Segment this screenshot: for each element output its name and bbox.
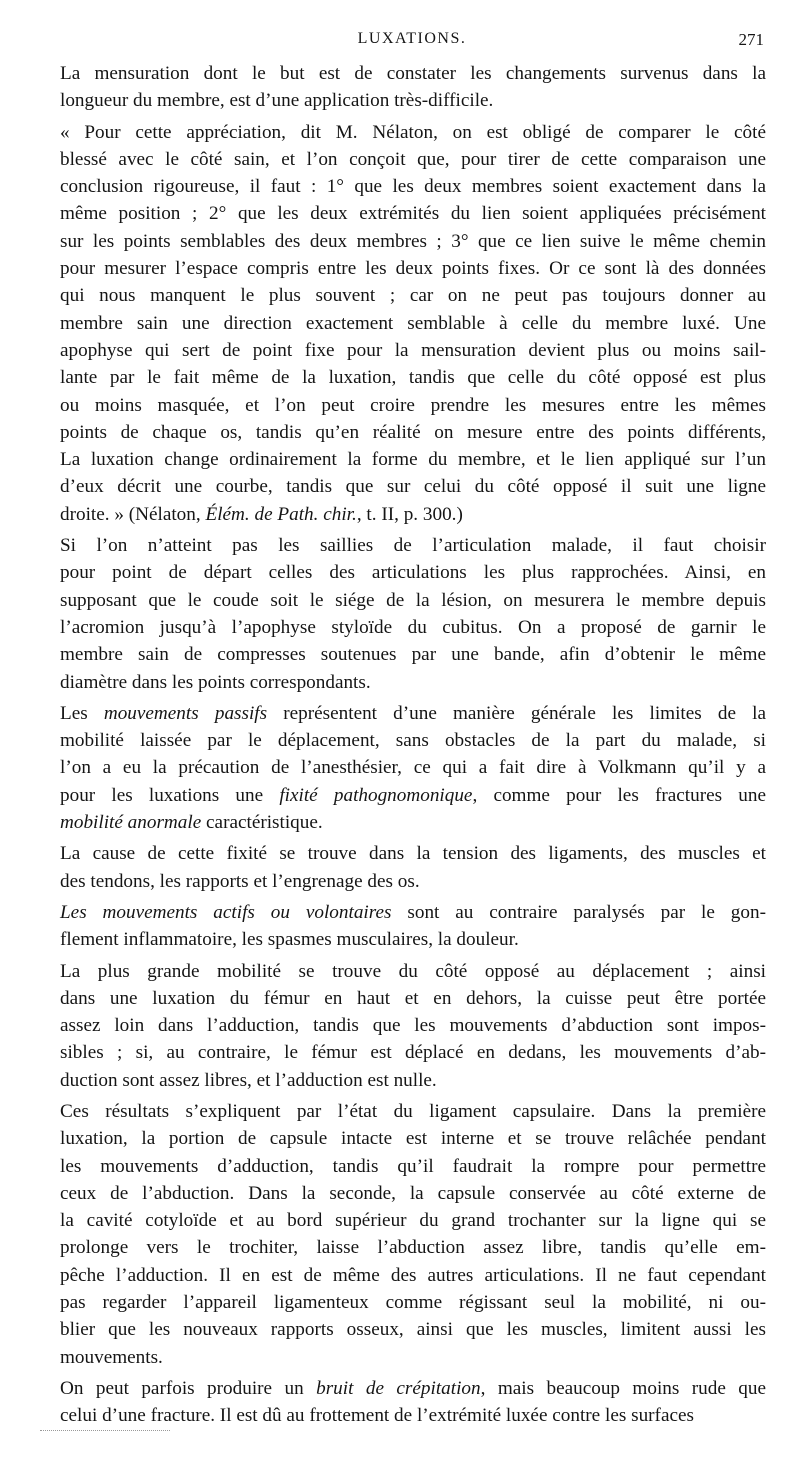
- footer-dotted-rule: [40, 1430, 170, 1433]
- text-line: « Pour cette appréciation, dit M. Nélaton, on est obligé de comparer le côté: [60, 121, 766, 143]
- paragraph: [60, 899, 766, 954]
- text-line: On peut parfois produire un bruit de crépitation, mais beaucoup moins rude que: [60, 1377, 766, 1399]
- text-line: Les mouvements passifs représentent d’une manière générale les limites de la: [60, 702, 766, 724]
- text-line: la cavité cotyloïde et au bord supérieur du grand trochanter sur la ligne qui se: [60, 1210, 766, 1232]
- paragraph: [60, 958, 766, 1094]
- text-line: supposant que le coude soit le siége de la lésion, on mesurera le membre depuis: [60, 589, 766, 611]
- text-line: même position ; 2° que les deux extrémités du lien soient appliquées précisément: [60, 203, 766, 225]
- text-line: qui nous manquent le plus souvent ; car on ne peut pas toujours donner au: [60, 285, 766, 307]
- running-header: [60, 30, 764, 54]
- text-line: longueur du membre, est d’une application très-difficile.: [60, 90, 494, 112]
- text-line: Ces résultats s’expliquent par l’état du ligament capsulaire. Dans la première: [60, 1100, 766, 1122]
- text-line: pour les luxations une fixité pathognomonique, comme pour les fractures une: [60, 784, 766, 806]
- text-line: La plus grande mobilité se trouve du côté opposé au déplacement ; ainsi: [60, 960, 766, 982]
- text-line: l’acromion jusqu’à l’apophyse styloïde du cubitus. On a proposé de garnir le: [60, 616, 766, 638]
- text-line: apophyse qui sert de point fixe pour la mensuration devient plus ou moins sail-: [60, 339, 766, 361]
- paragraph: [60, 60, 766, 115]
- text-line: mouvements.: [60, 1346, 163, 1368]
- text-line: ceux de l’abduction. Dans la seconde, la capsule conservée au côté externe de: [60, 1182, 766, 1204]
- text-line: des tendons, les rapports et l’engrenage des os.: [60, 870, 420, 892]
- text-line: luxation, la portion de capsule intacte est interne et se trouve relâchée pendant: [60, 1128, 766, 1150]
- paragraph: [60, 532, 766, 696]
- text-line: celui d’une fracture. Il est dû au frottement de l’extrémité luxée contre les surfaces: [60, 1405, 694, 1427]
- text-line: La cause de cette fixité se trouve dans la tension des ligaments, des muscles et: [60, 843, 766, 865]
- paragraph: [60, 840, 766, 895]
- text-line: sur les points semblables des deux membres ; 3° que ce lien suive le même chemin: [60, 230, 766, 252]
- text-line: Si l’on n’atteint pas les saillies de l’articulation malade, il faut choisir: [60, 535, 766, 557]
- text-line: d’eux décrit une courbe, tandis que sur celui du côté opposé il suit une ligne: [60, 476, 766, 498]
- text-line: pas regarder l’appareil ligamenteux comme régissant seul la mobilité, ni ou-: [60, 1292, 766, 1314]
- running-title: LUXATIONS.: [357, 30, 467, 47]
- text-line: La luxation change ordinairement la forme du membre, et le lien appliqué sur l’un: [60, 449, 766, 471]
- text-line: flement inflammatoire, les spasmes musculaires, la douleur.: [60, 929, 519, 951]
- text-line: dans une luxation du fémur en haut et en dehors, la cuisse peut être portée: [60, 987, 766, 1009]
- text-line: conclusion rigoureuse, il faut : 1° que les deux membres soient exactement dans la: [60, 176, 766, 198]
- text-line: membre sain de compresses soutenues par une bande, afin d’obtenir le même: [60, 644, 766, 666]
- text-line: blier que les nouveaux rapports osseux, ainsi que les muscles, limitent aussi les: [60, 1319, 766, 1341]
- text-line: ou moins masquée, et l’on peut croire prendre les mesures entre les mêmes: [60, 394, 766, 416]
- text-line: l’on a eu la précaution de l’anesthésier, ce qui a fait dire à Volkmann qu’il y a: [60, 757, 766, 779]
- text-line: assez loin dans l’adduction, tandis que les mouvements d’abduction sont impos-: [60, 1015, 766, 1037]
- text-line: Les mouvements actifs ou volontaires sont au contraire paralysés par le gon-: [60, 901, 766, 923]
- paragraph: [60, 119, 766, 528]
- text-line: mobilité anormale caractéristique.: [60, 812, 323, 834]
- text-line: duction sont assez libres, et l’adduction est nulle.: [60, 1069, 437, 1091]
- text-line: lante par le fait même de la luxation, tandis que celle du côté opposé est plus: [60, 367, 766, 389]
- body-text: [60, 60, 766, 1430]
- text-line: diamètre dans les points correspondants.: [60, 671, 371, 693]
- text-line: sibles ; si, au contraire, le fémur est déplacé en dedans, les mouvements d’ab-: [60, 1042, 766, 1064]
- page-number: 271: [738, 30, 764, 49]
- text-line: blessé avec le côté sain, et l’on conçoit que, pour tirer de cette comparaison une: [60, 148, 766, 170]
- text-line: pour point de départ celles des articulations les plus rapprochées. Ainsi, en: [60, 562, 766, 584]
- paragraph: [60, 1098, 766, 1371]
- text-line: points de chaque os, tandis qu’en réalité on mesure entre des points différents,: [60, 421, 766, 443]
- paragraph: [60, 700, 766, 836]
- text-line: droite. » (Nélaton, Élém. de Path. chir., t. II, p. 300.): [60, 503, 463, 525]
- text-line: mobilité laissée par le déplacement, sans obstacles de la part du malade, si: [60, 730, 766, 752]
- text-line: pour mesurer l’espace compris entre les deux points fixes. Or ce sont là des données: [60, 258, 766, 280]
- text-line: les mouvements d’adduction, tandis qu’il faudrait la rompre pour permettre: [60, 1155, 766, 1177]
- paragraph: [60, 1375, 766, 1430]
- text-line: prolonge vers le trochiter, laisse l’abduction assez libre, tandis qu’elle em-: [60, 1237, 766, 1259]
- text-line: La mensuration dont le but est de constater les changements survenus dans la: [60, 63, 766, 84]
- text-line: membre sain une direction exactement semblable à celle du membre luxé. Une: [60, 312, 766, 334]
- text-line: pêche l’adduction. Il en est de même des autres articulations. Il ne faut cependant: [60, 1264, 766, 1286]
